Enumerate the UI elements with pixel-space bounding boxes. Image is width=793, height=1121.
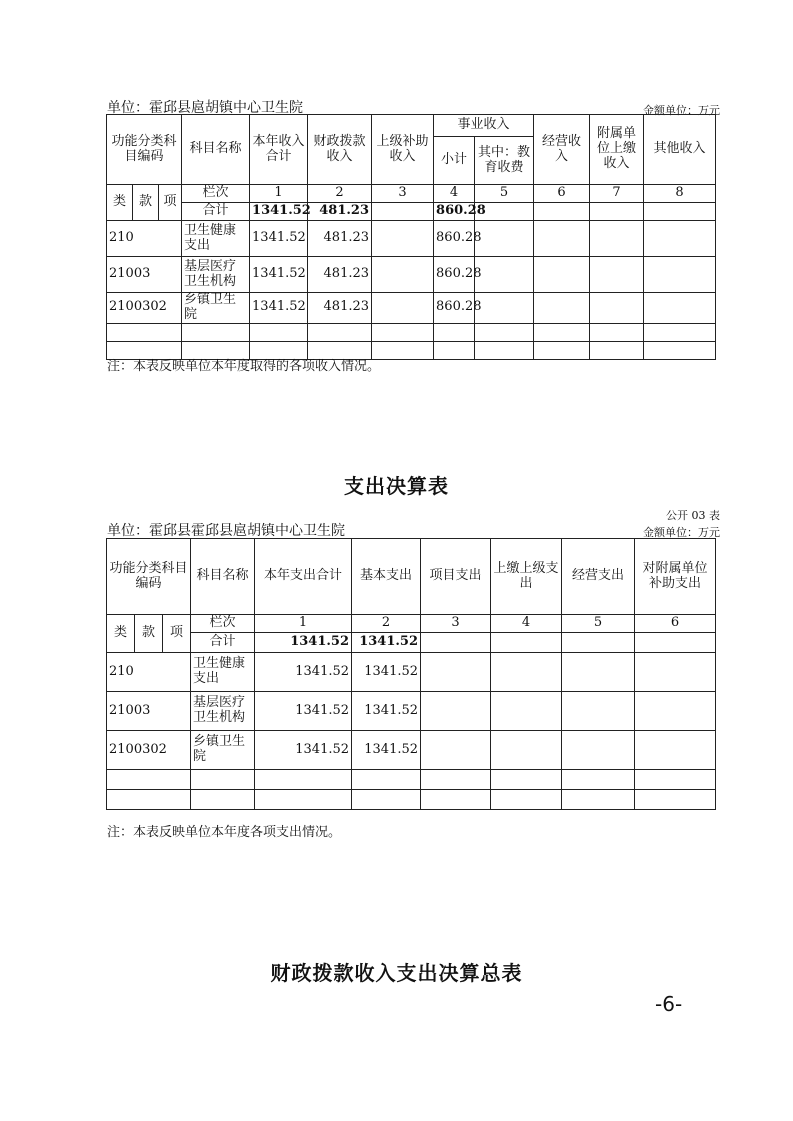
header-upper-expense: 上缴上级支出 [491, 539, 562, 615]
total-fiscal-value: 481.23 [308, 203, 372, 221]
row-name: 乡镇卫生院 [182, 293, 250, 324]
row-code: 2100302 [107, 293, 182, 324]
row-basic: 1341.52 [352, 731, 421, 770]
empty-cell [562, 633, 635, 653]
empty-cell [590, 203, 644, 221]
empty-cell [372, 257, 434, 293]
col-num: 2 [308, 185, 372, 203]
empty-cell [635, 731, 716, 770]
empty-cell [534, 203, 590, 221]
row-name: 基层医疗卫生机构 [191, 692, 255, 731]
row-subtotal: 860.28 [434, 293, 475, 324]
table1-unit-label: 单位：霍邱县扈胡镇中心卫生院 [107, 100, 303, 116]
col-num: 8 [644, 185, 716, 203]
header-project-expense: 项目支出 [421, 539, 491, 615]
empty-cell [372, 221, 434, 257]
total-subtotal-value: 860.28 [434, 203, 475, 221]
empty-cell [421, 653, 491, 692]
table-row [107, 293, 716, 324]
empty-cell [562, 731, 635, 770]
empty-cell [644, 203, 716, 221]
header-upper-subsidy: 上级补助收入 [372, 115, 434, 185]
empty-row [107, 790, 716, 810]
empty-row [107, 323, 716, 341]
col-num: 7 [590, 185, 644, 203]
row-code: 210 [107, 221, 182, 257]
col-num: 4 [491, 615, 562, 633]
header-kuan: 款 [133, 185, 159, 221]
empty-cell [635, 653, 716, 692]
header-business-income: 事业收入 [434, 115, 534, 137]
expense-header-row [107, 539, 716, 615]
header-operating-expense: 经营支出 [562, 539, 635, 615]
col-num: 3 [372, 185, 434, 203]
col-num: 6 [635, 615, 716, 633]
empty-cell [644, 257, 716, 293]
table-row [107, 692, 716, 731]
header-xiang: 项 [159, 185, 182, 221]
header-lei: 类 [107, 185, 133, 221]
empty-cell [534, 293, 590, 324]
table2-title: 支出决算表 [344, 474, 449, 498]
col-num: 6 [534, 185, 590, 203]
income-lanci-row [107, 185, 716, 203]
total-label: 合计 [191, 633, 255, 653]
page-number: -6- [655, 992, 683, 1016]
row-total: 1341.52 [255, 731, 352, 770]
header-total-expense: 本年支出合计 [255, 539, 352, 615]
row-name: 乡镇卫生院 [191, 731, 255, 770]
empty-cell [372, 203, 434, 221]
row-name: 卫生健康支出 [191, 653, 255, 692]
table-row [107, 221, 716, 257]
empty-cell [644, 293, 716, 324]
empty-cell [562, 653, 635, 692]
row-total: 1341.52 [250, 293, 308, 324]
row-code: 210 [107, 653, 191, 692]
header-lanci: 栏次 [191, 615, 255, 633]
income-total-row [107, 203, 716, 221]
row-total: 1341.52 [255, 692, 352, 731]
row-total: 1341.52 [255, 653, 352, 692]
empty-cell [534, 257, 590, 293]
row-basic: 1341.52 [352, 653, 421, 692]
empty-cell [590, 221, 644, 257]
header-affiliated-subsidy: 对附属单位补助支出 [635, 539, 716, 615]
table2-unit-label: 单位：霍邱县霍邱县扈胡镇中心卫生院 [107, 523, 345, 539]
header-lei: 类 [107, 615, 135, 653]
total-basic-value: 1341.52 [352, 633, 421, 653]
empty-cell [534, 221, 590, 257]
row-code: 21003 [107, 257, 182, 293]
empty-cell [590, 293, 644, 324]
row-subtotal: 860.28 [434, 257, 475, 293]
row-fiscal: 481.23 [308, 293, 372, 324]
income-table [106, 114, 716, 360]
empty-cell [421, 731, 491, 770]
empty-cell [475, 293, 534, 324]
row-fiscal: 481.23 [308, 257, 372, 293]
col-num: 5 [562, 615, 635, 633]
table3-title: 财政拨款收入支出决算总表 [270, 961, 523, 985]
table-row [107, 257, 716, 293]
header-basic-expense: 基本支出 [352, 539, 421, 615]
row-total: 1341.52 [250, 221, 308, 257]
empty-cell [635, 633, 716, 653]
row-code: 21003 [107, 692, 191, 731]
table2-amount-unit: 金额单位：万元 [643, 526, 720, 539]
header-other-income: 其他收入 [644, 115, 716, 185]
header-name: 科目名称 [191, 539, 255, 615]
table-row [107, 731, 716, 770]
table1-note: 注：本表反映单位本年度取得的各项收入情况。 [107, 359, 381, 374]
col-num: 3 [421, 615, 491, 633]
col-num: 2 [352, 615, 421, 633]
header-kuan: 款 [135, 615, 163, 653]
table1-amount-unit: 金额单位：万元 [643, 104, 720, 117]
row-total: 1341.52 [250, 257, 308, 293]
row-name: 卫生健康支出 [182, 221, 250, 257]
empty-cell [491, 692, 562, 731]
row-subtotal: 860.28 [434, 221, 475, 257]
header-fiscal-income: 财政拨款收入 [308, 115, 372, 185]
total-income-value: 1341.52 [250, 203, 308, 221]
header-func-code: 功能分类科目编码 [107, 115, 182, 185]
empty-cell [475, 257, 534, 293]
empty-cell [491, 731, 562, 770]
row-fiscal: 481.23 [308, 221, 372, 257]
total-expense-value: 1341.52 [255, 633, 352, 653]
income-header-row-1 [107, 115, 716, 137]
empty-cell [421, 633, 491, 653]
header-xiang: 项 [163, 615, 191, 653]
header-func-code: 功能分类科目编码 [107, 539, 191, 615]
header-edu-fee: 其中：教育收费 [475, 137, 534, 185]
col-num: 4 [434, 185, 475, 203]
total-label: 合计 [182, 203, 250, 221]
empty-cell [491, 633, 562, 653]
empty-cell [491, 653, 562, 692]
empty-cell [590, 257, 644, 293]
col-num: 5 [475, 185, 534, 203]
col-num: 1 [255, 615, 352, 633]
empty-cell [644, 221, 716, 257]
empty-cell [372, 293, 434, 324]
header-name: 科目名称 [182, 115, 250, 185]
empty-cell [635, 692, 716, 731]
expense-total-row [107, 633, 716, 653]
row-basic: 1341.52 [352, 692, 421, 731]
empty-cell [421, 692, 491, 731]
header-subtotal: 小计 [434, 137, 475, 185]
col-num: 1 [250, 185, 308, 203]
table2-note: 注：本表反映单位本年度各项支出情况。 [107, 825, 342, 840]
header-lanci: 栏次 [182, 185, 250, 203]
header-total-income: 本年收入合计 [250, 115, 308, 185]
table2-number: 公开 03 表 [666, 509, 720, 522]
expense-lanci-row [107, 615, 716, 633]
empty-row [107, 770, 716, 790]
row-name: 基层医疗卫生机构 [182, 257, 250, 293]
empty-cell [475, 221, 534, 257]
header-operating-income: 经营收入 [534, 115, 590, 185]
empty-cell [562, 692, 635, 731]
expense-table [106, 538, 716, 810]
row-code: 2100302 [107, 731, 191, 770]
table-row [107, 653, 716, 692]
header-affiliated-income: 附属单位上缴收入 [590, 115, 644, 185]
